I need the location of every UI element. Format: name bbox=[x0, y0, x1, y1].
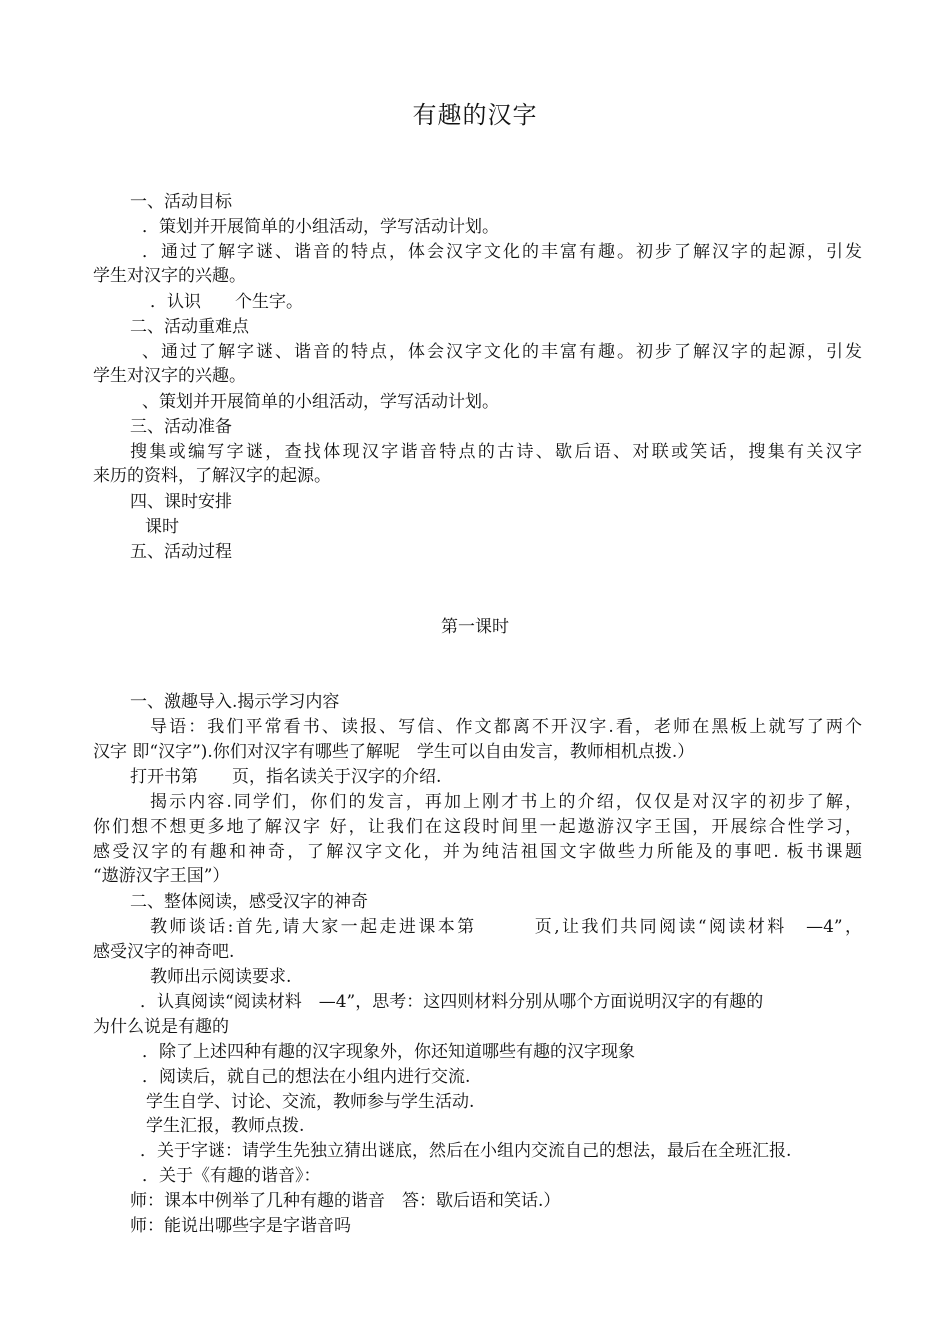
section3-heading: 三、活动准备 bbox=[130, 417, 232, 437]
part2-q1: 师：课本中例举了几种有趣的谐音 答：歇后语和笑话.） bbox=[130, 1191, 561, 1211]
section1-item2-line2: 学生对汉字的兴趣。 bbox=[93, 266, 246, 286]
part2-riddle: ．关于字谜：请学生先独立猜出谜底，然后在小组内交流自己的想法，最后在全班汇报. bbox=[140, 1141, 792, 1161]
part2-req3: ．阅读后，就自己的想法在小组内进行交流. bbox=[142, 1067, 471, 1087]
section2-item1-line2: 学生对汉字的兴趣。 bbox=[93, 366, 246, 386]
section2-item1-line1: 、通过了解字谜、谐音的特点，体会汉字文化的丰富有趣。初步了解汉字的起源，引发 bbox=[142, 342, 862, 362]
section3-line2: 来历的资料，了解汉字的起源。 bbox=[93, 466, 331, 486]
part2-homophone: ．关于《有趣的谐音》： bbox=[142, 1166, 321, 1186]
lesson-title: 第一课时 bbox=[441, 617, 509, 637]
part2-talk-line2: 感受汉字的神奇吧. bbox=[93, 942, 235, 962]
part2-req2: ．除了上述四种有趣的汉字现象外，你还知道哪些有趣的汉字现象 bbox=[142, 1042, 635, 1062]
part1-reveal-line4: “遨游汉字王国”） bbox=[93, 866, 230, 886]
section5-heading: 五、活动过程 bbox=[130, 542, 232, 562]
section3-line1: 搜集或编写字谜，查找体现汉字谐音特点的古诗、歇后语、对联或笑话，搜集有关汉字 bbox=[130, 442, 862, 462]
part2-req1-line1: ．认真阅读“阅读材料 —4”，思考：这四则材料分别从哪个方面说明汉字的有趣的 bbox=[140, 992, 764, 1012]
section1-heading: 一、活动目标 bbox=[130, 192, 232, 212]
section2-item2: 、策划并开展简单的小组活动，学写活动计划。 bbox=[142, 392, 499, 412]
section1-item3: ．认识 个生字。 bbox=[150, 292, 303, 312]
part1-open-book: 打开书第 页，指名读关于汉字的介绍. bbox=[130, 767, 442, 787]
part1-reveal-line1: 揭示内容.同学们，你们的发言，再加上刚才书上的介绍，仅仅是对汉字的初步了解， bbox=[150, 792, 862, 812]
section4-heading: 四、课时安排 bbox=[130, 492, 232, 512]
part1-reveal-line2: 你们想不想更多地了解汉字 好，让我们在这段时间里一起遨游汉字王国，开展综合性学习， bbox=[93, 817, 862, 837]
part2-talk-line1: 教师谈话:首先,请大家一起走进课本第 页,让我们共同阅读“阅读材料 —4”， bbox=[150, 917, 862, 937]
part1-heading: 一、激趣导入.揭示学习内容 bbox=[130, 692, 340, 712]
part2-q2: 师：能说出哪些字是字谐音吗 bbox=[130, 1216, 351, 1236]
part1-intro-line1: 导语：我们平常看书、读报、写信、作文都离不开汉字.看，老师在黑板上就写了两个 bbox=[150, 717, 862, 737]
part2-req1-line2: 为什么说是有趣的 bbox=[93, 1017, 229, 1037]
part1-reveal-line3: 感受汉字的有趣和神奇，了解汉字文化，并为纯洁祖国文字做些力所能及的事吧. 板书课题 bbox=[93, 842, 862, 862]
part2-report: 学生汇报，教师点拨. bbox=[146, 1116, 305, 1136]
section1-item1: ．策划并开展简单的小组活动，学写活动计划。 bbox=[142, 217, 499, 237]
part2-heading: 二、整体阅读，感受汉字的神奇 bbox=[130, 892, 368, 912]
section2-heading: 二、活动重难点 bbox=[130, 317, 249, 337]
part1-intro-line2: 汉字 即“汉字”).你们对汉字有哪些了解呢 学生可以自由发言，教师相机点拨.） bbox=[93, 742, 695, 762]
section1-item2-line1: ．通过了解字谜、谐音的特点，体会汉字文化的丰富有趣。初步了解汉字的起源，引发 bbox=[142, 242, 862, 262]
section4-text: 课时 bbox=[145, 517, 179, 537]
part2-requirement: 教师出示阅读要求. bbox=[150, 967, 292, 987]
part2-activity: 学生自学、讨论、交流，教师参与学生活动. bbox=[146, 1092, 475, 1112]
document-title: 有趣的汉字 bbox=[412, 101, 538, 129]
